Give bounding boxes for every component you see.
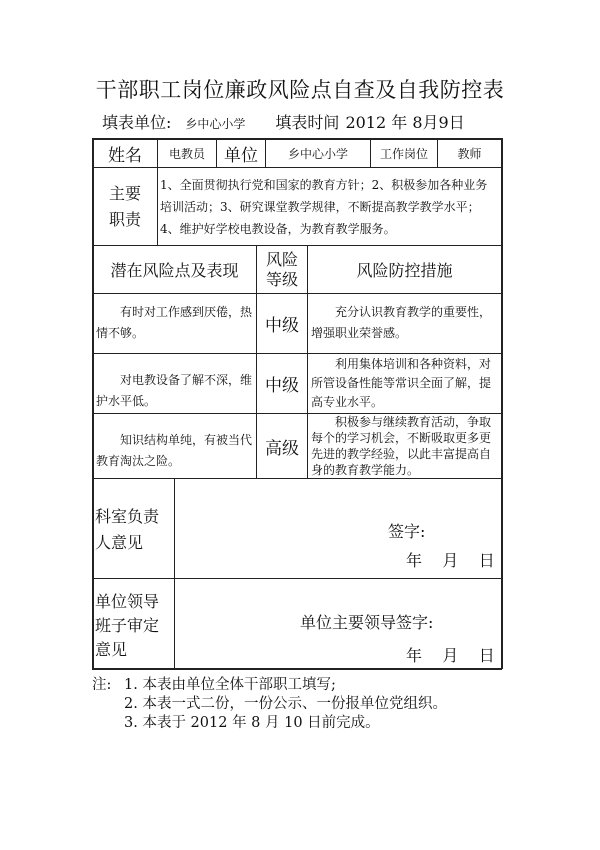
unit-value: 乡中心小学 [287,146,348,161]
row-divider [92,578,502,579]
leader-review-label-line3: 意见 [95,640,128,659]
header-risk-points: 潜在风险点及表现 [110,261,239,280]
col-divider [157,167,158,246]
fill-time-value: 2012 年 8月9日 [345,113,465,132]
dept-opinion-label-line2: 人意见 [95,533,144,552]
risk-point: 知识结构单纯，有被当代教育淘汰之险。 [96,433,253,468]
post-label: 工作岗位 [379,146,428,161]
risk-measure: 积极参与继续教育活动，争取每个的学习机会，不断吸取更多更先进的教学经验，以此丰富提高自身的教育教学能力。 [311,415,492,477]
leader-sign-label: 单位主要领导签字: [300,613,434,632]
note-item: 3. 本表于 2012 年 8 月 10 日前完成。 [124,715,380,731]
leader-review-label-line1: 单位领导 [95,592,160,611]
leader-review-label [95,590,173,662]
header-risk-level-line1: 风险 [265,249,298,269]
notes-prefix: 注: [92,677,112,693]
table-border-right [501,138,503,669]
risk-level: 中级 [265,376,299,396]
risk-point: 对电教设备了解不深，维护水平低。 [96,373,253,408]
name-value: 电教员 [168,146,205,161]
leader-date: 年 月 日 [406,646,495,665]
note-item: 1. 本表由单位全体干部职工填写; [124,677,336,693]
risk-point: 有时对工作感到厌倦，热情不够。 [96,305,253,340]
fill-unit-value: 乡中心小学 [185,117,246,131]
dept-sign-label: 签字: [388,522,426,541]
header-risk-level-line2: 等级 [265,269,298,289]
dept-opinion-label-line1: 科室负责 [95,507,160,526]
fill-time-label: 填表时间 [275,113,340,132]
risk-level: 高级 [265,438,299,459]
header-measures: 风险防控措施 [356,261,453,280]
dept-opinion-label [95,504,173,556]
post-value: 教师 [457,146,482,161]
duties-text: 1、全面贯彻执行党和国家的教育方针；2、积极参加各种业务培训活动；3、研究课堂教学规律，不断提高教学教学水平；4、维护好学校电教设备，为教育教学服务。 [160,178,488,236]
fill-unit-label: 填表单位: [102,113,172,132]
fill-info-row [102,110,465,133]
name-label: 姓名 [108,145,142,166]
leader-review-label-line2: 班子审定 [95,616,160,635]
unit-label: 单位 [224,145,258,166]
risk-measure: 利用集体培训和各种资料，对所管设备性能等常识全面了解，提高专业水平。 [311,357,492,409]
risk-level: 中级 [265,316,299,336]
col-divider [174,478,175,669]
table-border-bottom [92,668,502,670]
note-item: 2. 本表一式二份，一份公示、一份报单位党组织。 [124,696,447,712]
row-divider [92,478,502,479]
dept-date: 年 月 日 [406,551,495,570]
duties-label [93,168,157,245]
header-risk-level [257,246,307,293]
risk-measure: 充分认识教育教学的重要性，增强职业荣誉感。 [311,305,492,340]
document-title: 干部职工岗位廉政风险点自查及自我防控表 [95,78,505,102]
duties-label-line2: 职责 [108,209,141,229]
duties-label-line1: 主要 [108,183,141,203]
